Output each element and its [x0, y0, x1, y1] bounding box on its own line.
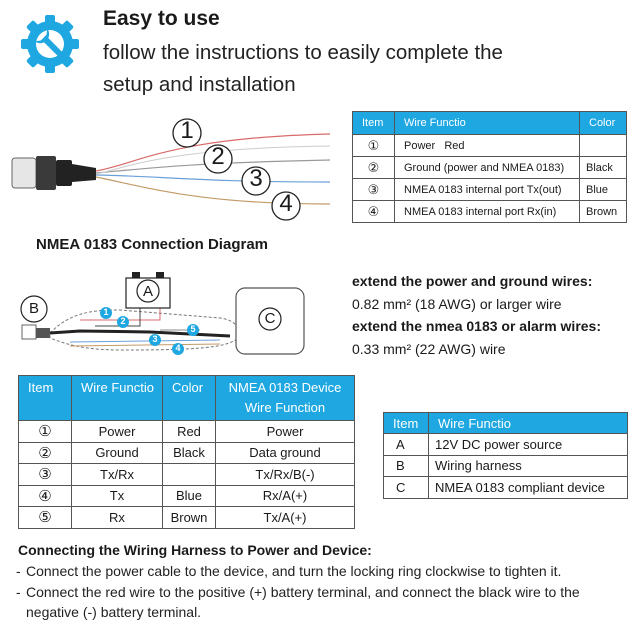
table-row: ① Power Red: [353, 135, 627, 157]
nmea-wire-heading: extend the nmea 0183 or alarm wires:: [352, 318, 601, 334]
header-color: Color: [163, 376, 216, 421]
connection-table: [18, 375, 355, 529]
step-text: Connect the red wire to the positive (+) battery terminal, and connect the black wire to the negative (-) battery terminal.: [26, 583, 580, 620]
list-item: [16, 582, 626, 623]
legend-table: [383, 412, 628, 499]
power-wire-heading: extend the power and ground wires:: [352, 273, 593, 289]
header-function: Wire Functio: [395, 112, 580, 135]
header-item: Item: [384, 413, 429, 434]
power-wire-spec: 0.82 mm² (18 AWG) or larger wire: [352, 295, 562, 312]
table-row: ③ NMEA 0183 internal port Tx(out) Blue: [353, 179, 627, 201]
table-row: ⑤ Rx Brown Tx/A(+): [19, 507, 355, 529]
table-row: B Wiring harness: [384, 455, 628, 477]
instructions-list: [16, 561, 626, 623]
wire-number-3: 3: [152, 334, 158, 344]
cable-label-3: 3: [249, 165, 263, 192]
header-device-function: NMEA 0183 Device Wire Function: [216, 376, 355, 421]
header-item: Item: [353, 112, 395, 135]
wire-color-table: [352, 111, 627, 223]
cable-label-1: 1: [180, 117, 194, 144]
wire-number-2: 2: [120, 316, 126, 326]
page-title: Easy to use: [103, 7, 220, 30]
diagram-label-a: A: [142, 283, 153, 300]
header-function: Wire Functio: [72, 376, 163, 421]
wire-number-5: 5: [190, 324, 196, 334]
list-item: [16, 561, 626, 582]
cable-label-4: 4: [279, 190, 293, 217]
wire-number-4: 4: [175, 343, 181, 353]
wire-specs: [352, 270, 637, 360]
table-row: ② Ground (power and NMEA 0183) Black: [353, 157, 627, 179]
gear-wrench-icon: [18, 12, 82, 76]
diagram-label-c: C: [264, 310, 276, 327]
step-text: Connect the power cable to the device, and turn the locking ring clockwise to tighten it.: [26, 563, 562, 579]
header-function: Wire Functio: [429, 413, 628, 434]
header-item: Item: [19, 376, 72, 421]
nmea-wire-spec: 0.33 mm² (22 AWG) wire: [352, 340, 506, 357]
table-row: ③ Tx/Rx Tx/Rx/B(-): [19, 464, 355, 486]
diagram-label-b: B: [28, 300, 39, 317]
header-color: Color: [580, 112, 627, 135]
diagram-title: NMEA 0183 Connection Diagram: [36, 236, 268, 253]
table-row: A 12V DC power source: [384, 434, 628, 456]
instructions-title: Connecting the Wiring Harness to Power and Device:: [18, 542, 372, 558]
bullet: -: [16, 583, 21, 600]
table-row: C NMEA 0183 compliant device: [384, 477, 628, 499]
table-row: ① Power Red Power: [19, 421, 355, 443]
page-subtitle: follow the instructions to easily complete the setup and installation: [103, 41, 503, 96]
cable-label-2: 2: [211, 143, 225, 170]
table-row: ④ Tx Blue Rx/A(+): [19, 485, 355, 507]
wire-number-1: 1: [103, 307, 109, 317]
table-row: ② Ground Black Data ground: [19, 442, 355, 464]
table-row: ④ NMEA 0183 internal port Rx(in) Brown: [353, 201, 627, 223]
bullet: -: [16, 563, 21, 579]
